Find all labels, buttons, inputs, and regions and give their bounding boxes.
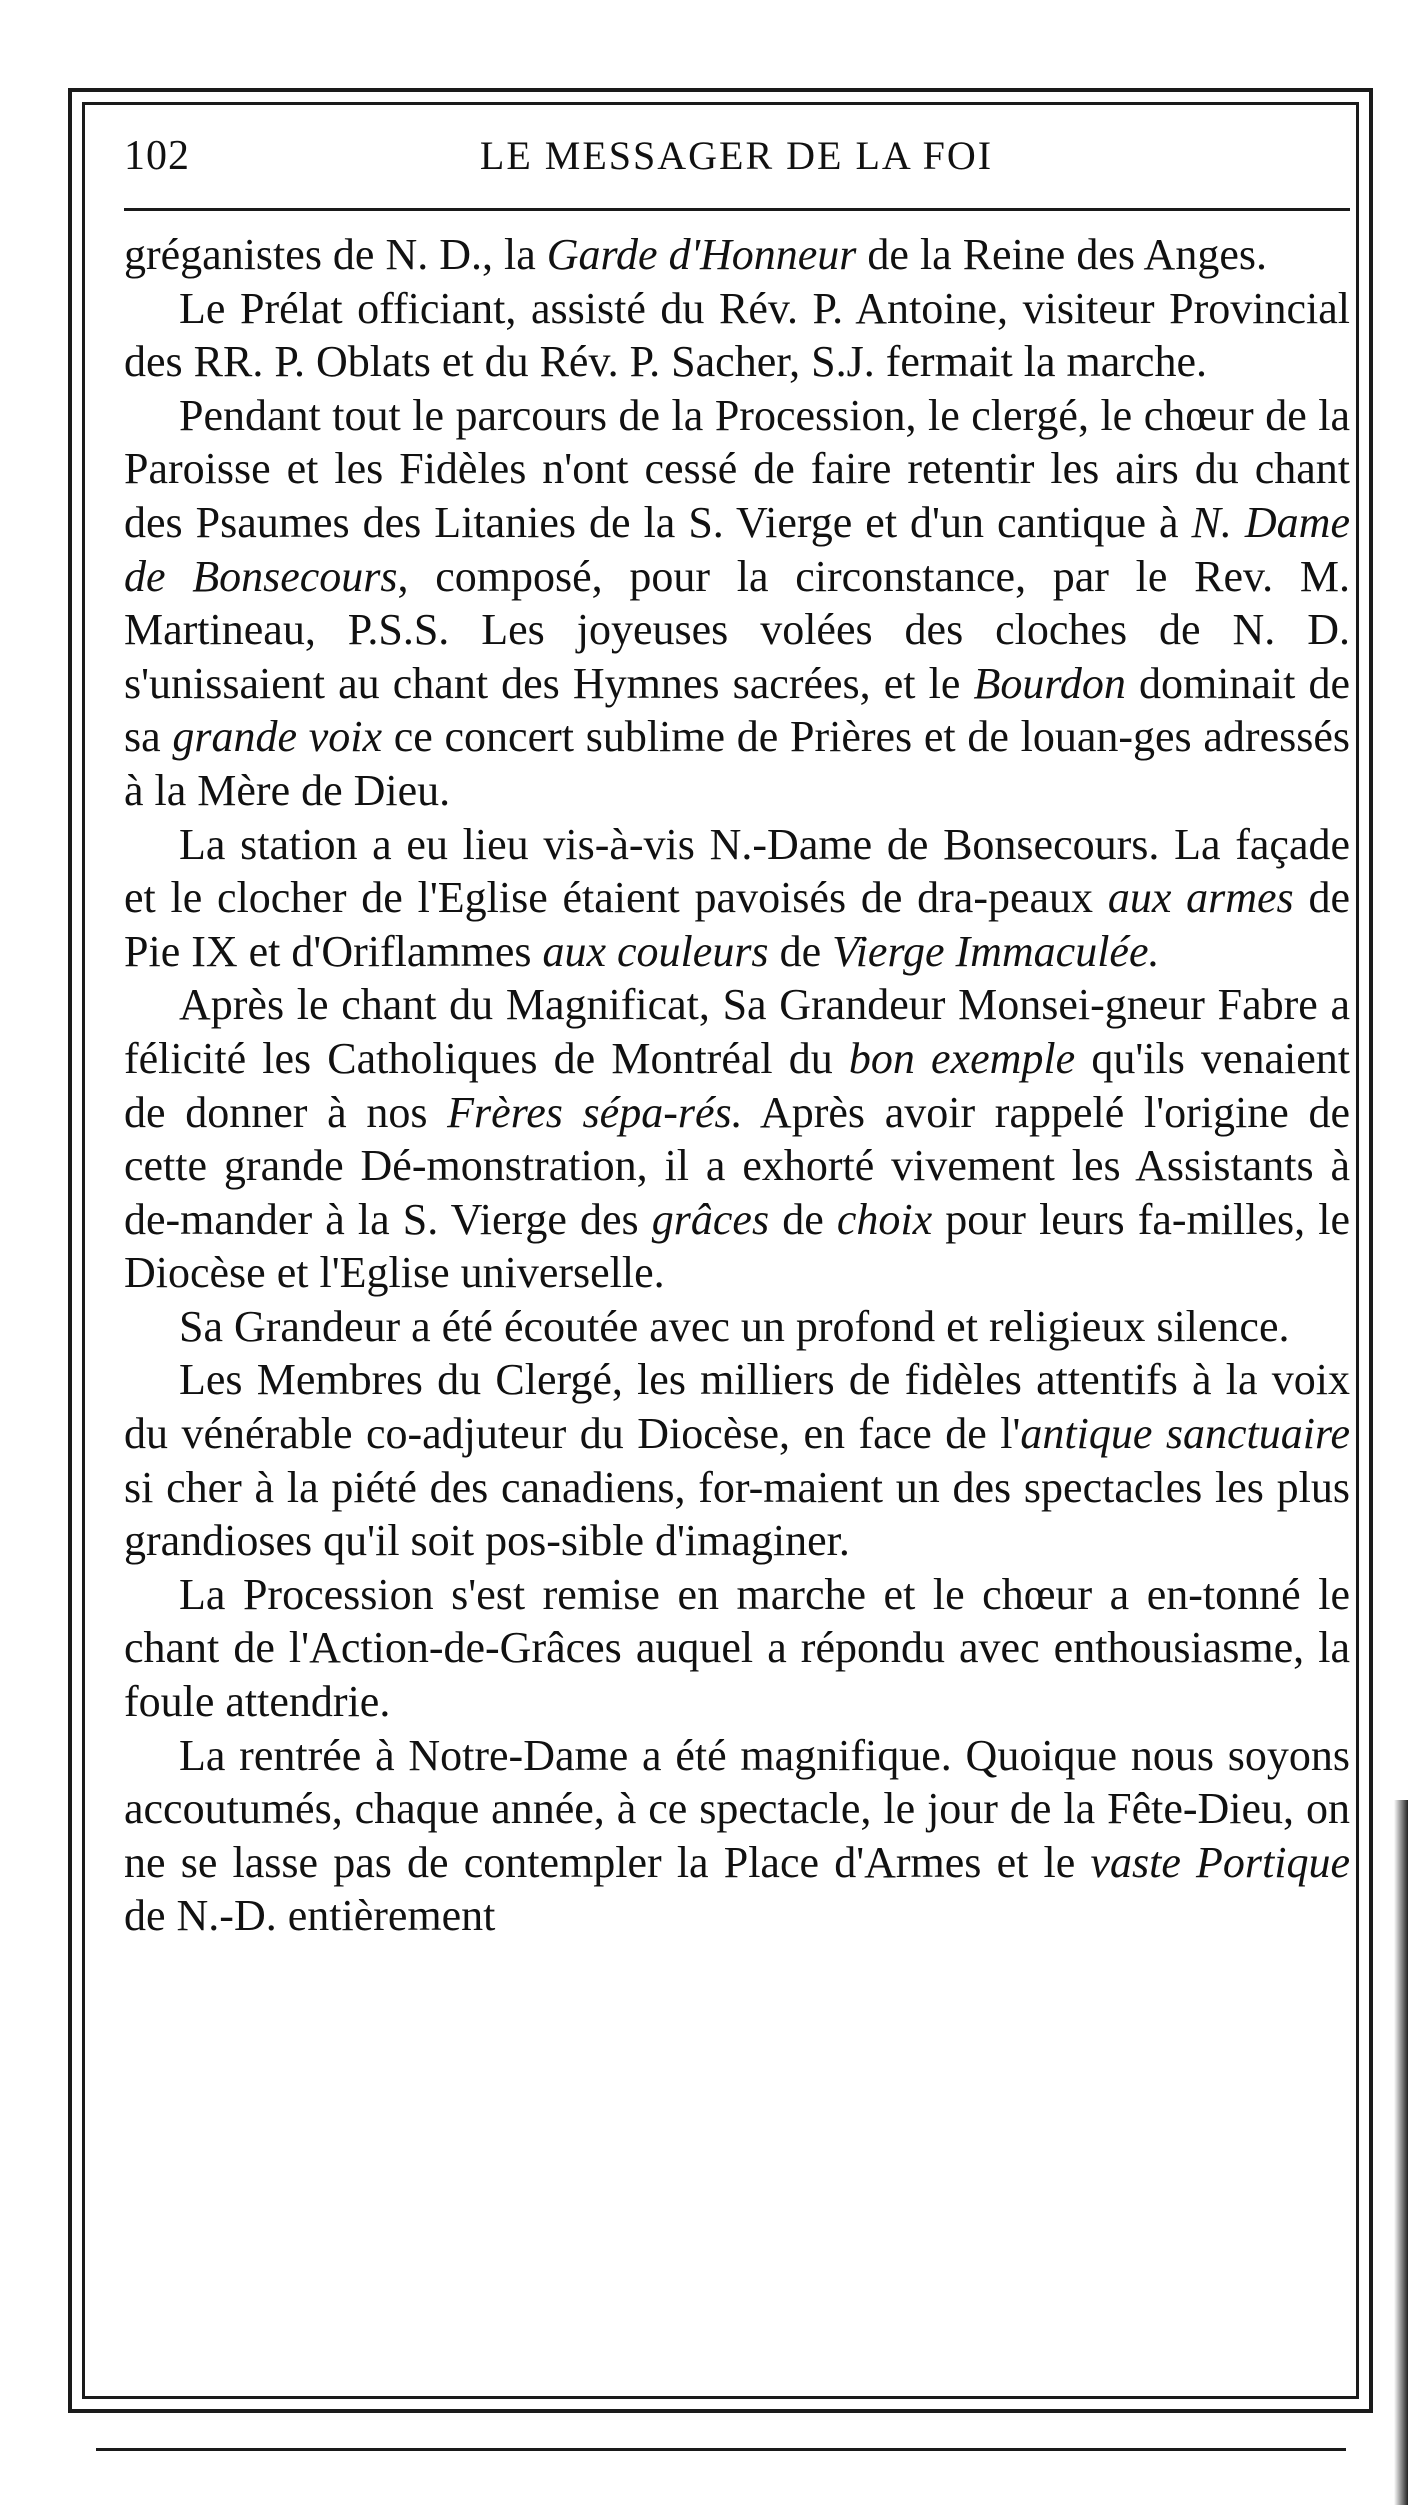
paragraph <box>124 978 1350 1300</box>
italic-text: N. Dame de Bonsecours <box>124 497 1350 601</box>
italic-text: antique sanctuaire <box>1020 1409 1350 1459</box>
italic-text: Garde d'Honneur <box>546 230 857 279</box>
text-run: , composé, pour la circonstance, par le Rev. M. Martineau, P.S.S. Les joyeuses volées des cloches de N. D. s'unissaient au chant des Hymnes sacrées, et le <box>124 551 1350 708</box>
italic-text: Frères sépa-rés. <box>447 1087 743 1137</box>
italic-text: vaste Portique <box>1090 1837 1350 1887</box>
page-edge-shadow <box>1394 1800 1408 2505</box>
italic-text: Vierge Immaculée. <box>832 926 1160 976</box>
text-run: La Procession s'est remise en marche et le chœur a en-tonné le chant de l'Action-de-Grâces auquel a répondu avec enthousiasme, la foule attendrie. <box>124 1569 1350 1727</box>
text-run: si cher à la piété des canadiens, for-maient un des spectacles les plus grandioses qu'il soit pos-sible d'imaginer. <box>124 1462 1350 1566</box>
body-text <box>124 228 1350 1943</box>
running-header <box>124 132 1349 192</box>
text-run: Le Prélat officiant, assisté du Rév. P. Antoine, visiteur Provincial des RR. P. Oblats et du Rév. P. Sacher, S.J. fermait la marche. <box>124 283 1350 387</box>
italic-text: Bourdon <box>973 658 1126 708</box>
text-run: La rentrée à Notre-Dame a été magnifique. Quoique nous soyons accoutumés, chaque année, à ce spectacle, le jour de la Fête-Dieu, on ne se lasse pas de contempler la Place d'Armes et le <box>124 1730 1350 1887</box>
text-run: dominait de sa <box>124 658 1350 762</box>
text-run: pour leurs fa-milles, le Diocèse et l'Eglise universelle. <box>124 1194 1350 1298</box>
text-run: Après avoir rappelé l'origine de cette grande Dé-monstration, il a exhorté vivement les Assistants à de-mander à la S. Vierge des <box>124 1087 1350 1244</box>
text-run: ce concert sublime de Prières et de louan-ges adressés à la Mère de Dieu. <box>124 712 1350 815</box>
text-run: de <box>769 1194 837 1244</box>
paragraph <box>124 1353 1350 1567</box>
italic-text: choix <box>836 1194 933 1244</box>
header-rule <box>124 208 1350 211</box>
running-title: LE MESSAGER DE LA FOI <box>479 133 994 178</box>
paragraph <box>124 228 1350 282</box>
italic-text: bon exemple <box>848 1033 1076 1083</box>
paragraph <box>124 389 1350 818</box>
italic-text: grande voix <box>172 712 383 762</box>
text-run: gréganistes de N. D., la <box>124 230 547 279</box>
paragraph <box>124 282 1350 389</box>
text-run: Les Membres du Clergé, les milliers de fidèles attentifs à la voix du vénérable co-adjuteur du Diocèse, en face de l' <box>124 1355 1350 1459</box>
page-number: 102 <box>124 133 190 179</box>
bottom-rule <box>96 2448 1346 2451</box>
italic-text: grâces <box>651 1194 770 1244</box>
paragraph <box>124 1300 1350 1354</box>
italic-text: aux couleurs <box>542 926 769 976</box>
text-run: Pendant tout le parcours de la Procession, le clergé, le chœur de la Paroisse et les Fidèles n'ont cessé de faire retentir les airs du chant des Psaumes des Litanies de la S. Vierge et d'un cantique à <box>124 390 1350 547</box>
text-run: de Pie IX et d'Oriflammes <box>124 873 1350 976</box>
paragraph <box>124 818 1350 979</box>
text-run: de N.-D. entièrement <box>124 1891 496 1941</box>
italic-text: aux armes <box>1107 873 1294 923</box>
text-run: La station a eu lieu vis-à-vis N.-Dame de Bonsecours. La façade et le clocher de l'Eglise étaient pavoisés de dra-peaux <box>124 819 1350 923</box>
text-run: Sa Grandeur a été écoutée avec un profond et religieux silence. <box>179 1301 1290 1351</box>
paragraph <box>124 1568 1350 1729</box>
text-run: qu'ils venaient de donner à nos <box>124 1033 1350 1137</box>
text-run: de la Reine des Anges. <box>856 230 1267 279</box>
text-run: Après le chant du Magnificat, Sa Grandeur Monsei-gneur Fabre a félicité les Catholiques de Montréal du <box>124 980 1350 1083</box>
paragraph <box>124 1729 1350 1943</box>
text-run: de <box>768 926 833 976</box>
